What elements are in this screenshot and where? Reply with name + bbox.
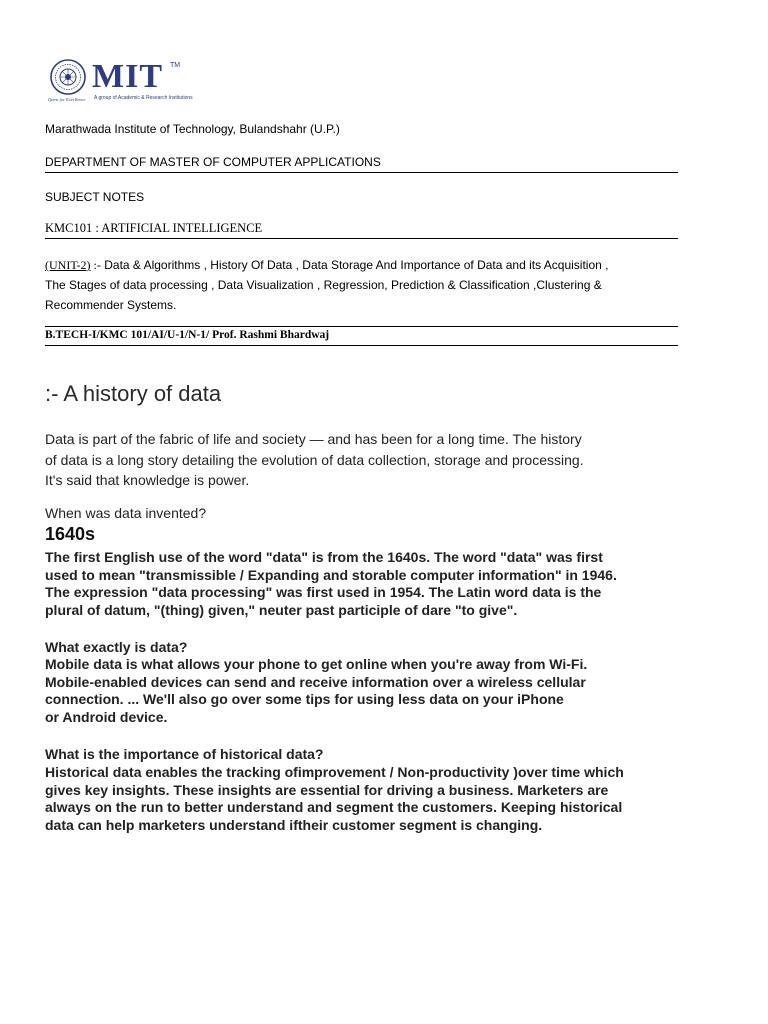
unit-separator: :- (90, 258, 101, 272)
divider (45, 326, 678, 327)
paragraph-line: Mobile data is what allows your phone to get online when you're away from Wi-Fi. (45, 656, 588, 672)
paragraph-line: It's said that knowledge is power. (45, 472, 250, 488)
question-heading: What is the importance of historical data? (45, 746, 324, 762)
divider (45, 238, 678, 239)
paragraph-line: Historical data enables the tracking ofimprovement / Non-productivity )over time which (45, 764, 624, 780)
divider (45, 172, 678, 173)
answer-paragraph (45, 549, 685, 620)
logo-name: MIT (92, 58, 163, 95)
intro-paragraph (45, 429, 685, 491)
logo-motto: Quest for Excellence (48, 97, 86, 102)
unit-line: Data & Algorithms , History Of Data , Data Storage And Importance of Data and its Acquisition , (100, 258, 609, 272)
department-name: DEPARTMENT OF MASTER OF COMPUTER APPLICATIONS (45, 155, 381, 169)
question-heading: When was data invented? (45, 505, 207, 521)
subject-label: SUBJECT NOTES (45, 190, 145, 204)
unit-topics (45, 255, 678, 315)
unit-line: The Stages of data processing , Data Visualization , Regression, Prediction & Classification ,Clustering & (45, 278, 602, 292)
question-heading: What exactly is data? (45, 639, 188, 655)
logo-trademark: TM (170, 62, 181, 69)
unit-line: Recommender Systems. (45, 298, 177, 312)
logo-tagline: A group of Academic & Research Institutions (94, 95, 193, 101)
paragraph-line: data can help marketers understand iftheir customer segment is changing. (45, 817, 543, 834)
unit-tag: (UNIT-2) (45, 258, 91, 272)
year-heading: 1640s (45, 524, 96, 544)
document-reference: B.TECH-I/KMC 101/AI/U-1/N-1/ Prof. Rashmi Bhardwaj (45, 329, 330, 341)
paragraph-line: gives key insights. These insights are essential for driving a business. Marketers are (45, 781, 609, 798)
institute-name: Marathwada Institute of Technology, Bulandshahr (U.P.) (45, 122, 340, 136)
answer-paragraph (45, 764, 685, 835)
mit-logo (48, 58, 193, 106)
paragraph-line: Mobile-enabled devices can send and receive information over a wireless cellular (45, 673, 586, 690)
course-title: KMC101 : ARTIFICIAL INTELLIGENCE (45, 221, 263, 235)
divider (45, 345, 678, 346)
paragraph-line: plural of datum, "(thing) given," neuter past participle of dare "to give". (45, 602, 518, 619)
paragraph-line: used to mean "transmissible / Expanding and storable computer information" in 1946. (45, 566, 617, 583)
paragraph-line: The first English use of the word "data" is from the 1640s. The word "data" was first (45, 549, 603, 565)
paragraph-line: The expression "data processing" was first used in 1954. The Latin word data is the (45, 584, 602, 601)
paragraph-line: always on the run to better understand and segment the customers. Keeping historical (45, 799, 623, 816)
paragraph-line: of data is a long story detailing the evolution of data collection, storage and processing. (45, 451, 584, 468)
emblem-icon (48, 58, 90, 98)
section-heading: :- A history of data (45, 381, 222, 406)
paragraph-line: or Android device. (45, 709, 168, 726)
paragraph-line: Data is part of the fabric of life and society — and has been for a long time. The history (45, 431, 582, 447)
answer-paragraph (45, 656, 685, 727)
paragraph-line: connection. ... We'll also go over some tips for using less data on your iPhone (45, 691, 564, 708)
